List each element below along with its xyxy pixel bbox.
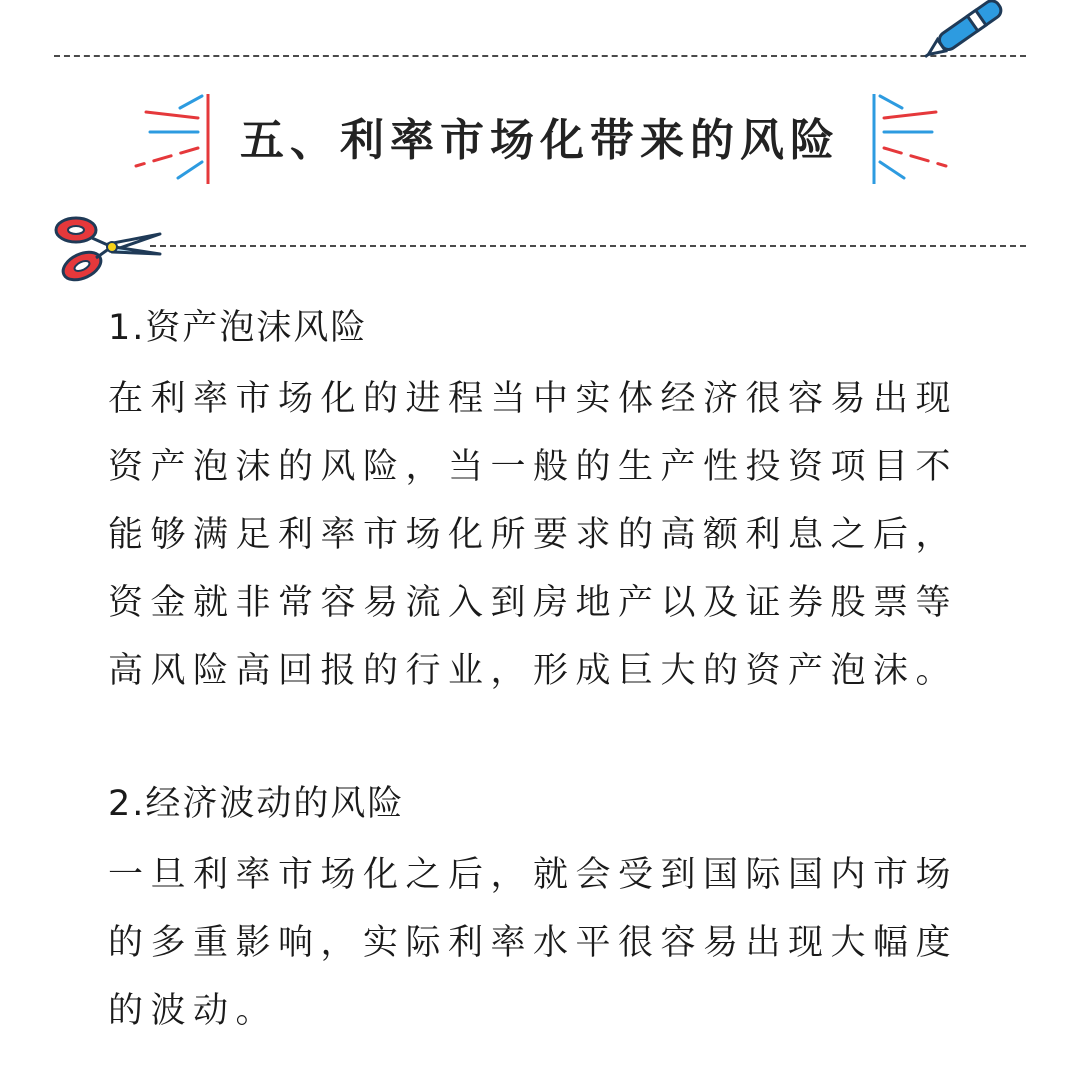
pen-icon [915,0,1015,58]
scissors-icon [52,212,164,284]
section-heading: 2.经济波动的风险 [108,784,405,824]
section-body: 一旦利率市场化之后，就会受到国际国内市场的多重影响，实际利率水平很容易出现大幅度的波动。 [108,855,959,1031]
top-dashed-divider [54,55,1026,57]
page-title: 五、利率市场化带来的风险 [240,115,840,166]
cut-dashed-divider [150,245,1026,247]
burst-right-icon [866,88,952,188]
section-asset-bubble [108,303,988,705]
section-economic-fluctuation [108,779,988,1045]
section-heading: 1.资产泡沫风险 [108,308,368,348]
section-body: 在利率市场化的进程当中实体经济很容易出现资产泡沫的风险，当一般的生产性投资项目不能够满足利率市场化所要求的高额利息之后，资金就非常容易流入到房地产以及证券股票等高风险高回报的行业，形成巨大的资产泡沫。 [108,379,959,691]
